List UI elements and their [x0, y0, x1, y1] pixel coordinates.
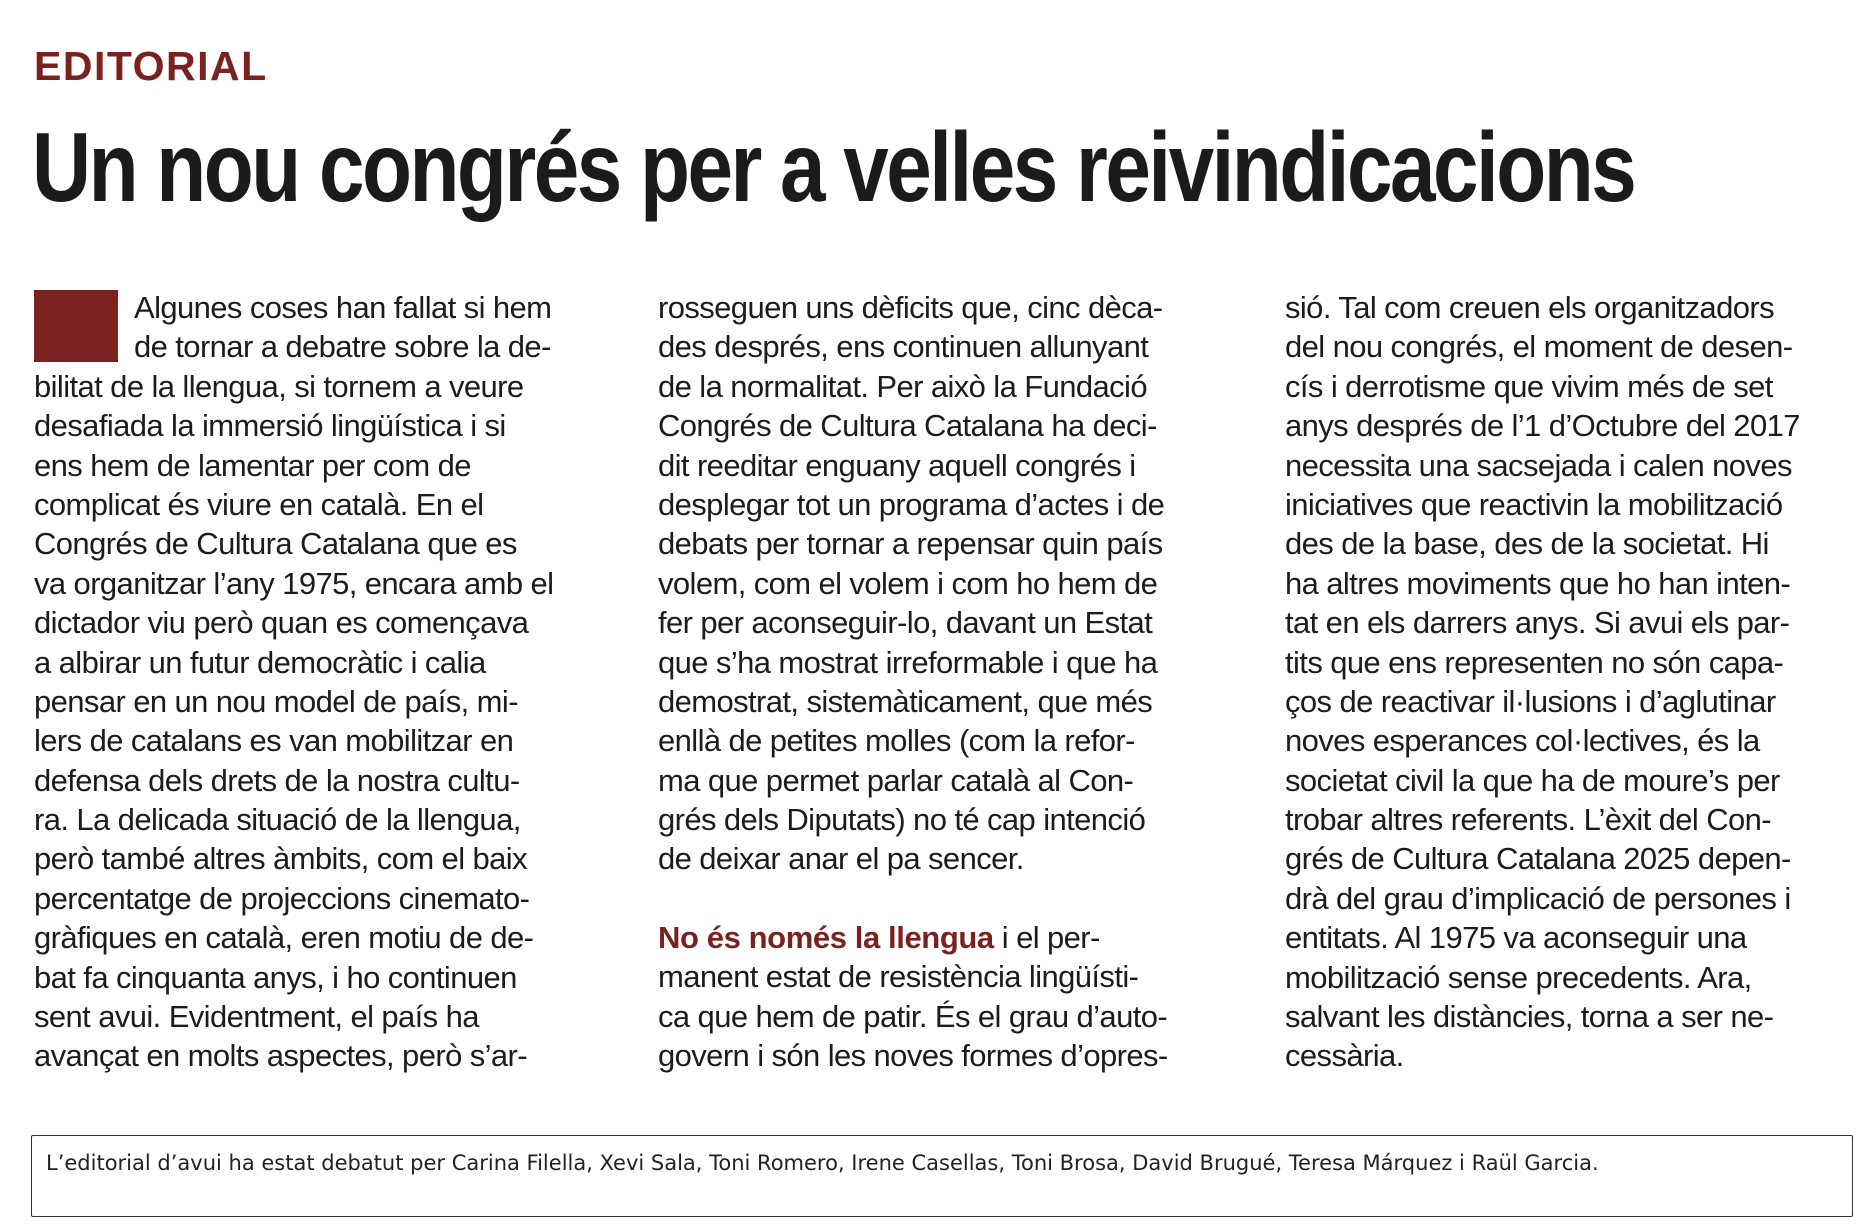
article-line: drà del grau d’implicació de persones i — [1285, 880, 1791, 916]
article-line: bilitat de la llengua, si tornem a veure — [34, 368, 524, 404]
article-line: però també altres àmbits, com el baix — [34, 841, 527, 877]
article-line: percentatge de projeccions cinemato- — [34, 880, 530, 916]
article-line: desplegar tot un programa d’actes i de — [658, 486, 1165, 522]
article-line: de tornar a debatre sobre la de- — [134, 329, 551, 365]
article-line: volem, com el volem i com ho hem de — [658, 565, 1158, 601]
article-line: rosseguen uns dèficits que, cinc dèca- — [658, 290, 1163, 325]
article-line: que s’ha mostrat irreformable i que ha — [658, 644, 1158, 680]
article-line: necessita una sacsejada i calen noves — [1285, 447, 1792, 483]
article-line: trobar altres referents. L’èxit del Con- — [1285, 802, 1772, 838]
article-column-3 — [1285, 288, 1853, 1076]
article-line: ços de reactivar il·lusions i d’aglutinar — [1285, 683, 1776, 719]
article-line: gràfiques en català, eren motiu de de- — [34, 920, 534, 956]
article-line: Congrés de Cultura Catalana que es — [34, 526, 517, 562]
contributors-note: L’editorial d’avui ha estat debatut per Carina Filella, Xevi Sala, Toni Romero, Irene Casellas, Toni Brosa, David Brugué, Teresa Márquez i Raül Garcia. — [46, 1151, 1599, 1175]
article-line: ens hem de lamentar per com de — [34, 447, 471, 483]
article-line: des després, ens continuen allunyant — [658, 329, 1149, 365]
article-line: de la normalitat. Per això la Fundació — [658, 368, 1147, 404]
article-line: cís i derrotisme que vivim més de set — [1285, 368, 1773, 404]
subheading-lead-in: No és només la llengua — [658, 919, 994, 955]
article-line: dit reeditar enguany aquell congrés i — [658, 447, 1136, 483]
article-line: entitats. Al 1975 va aconseguir una — [1285, 920, 1747, 956]
article-line: Algunes coses han fallat si hem — [134, 290, 552, 325]
article-line: ma que permet parlar català al Con- — [658, 762, 1134, 798]
subheading-continuation: i el per- — [993, 919, 1100, 955]
article-line: cessària. — [1285, 1038, 1404, 1074]
article-line: complicat és viure en català. En el — [34, 486, 484, 522]
article-line: mobilització sense precedents. Ara, — [1285, 959, 1752, 995]
article-line: salvant les distàncies, torna a ser ne- — [1285, 999, 1774, 1035]
article-line: ca que hem de patir. És el grau d’auto- — [658, 998, 1168, 1034]
article-line: tits que ens representen no són capa- — [1285, 644, 1784, 680]
article-line: ra. La delicada situació de la llengua, — [34, 802, 521, 838]
article-line: enllà de petites molles (com la refor- — [658, 723, 1135, 759]
article-line: anys després de l’1 d’Octubre del 2017 — [1285, 408, 1800, 444]
article-line: desafiada la immersió lingüística i si — [34, 408, 506, 444]
article-line: lers de catalans es van mobilitzar en — [34, 723, 514, 759]
contributors-box — [31, 1135, 1853, 1217]
article-line: sió. Tal com creuen els organitzadors — [1285, 290, 1774, 325]
article-line: defensa dels drets de la nostra cultu- — [34, 762, 520, 798]
article-line: debats per tornar a repensar quin país — [658, 526, 1163, 562]
article-line: a albirar un futur democràtic i calia — [34, 644, 486, 680]
article-line: govern i són les noves formes d’opres- — [658, 1038, 1168, 1074]
article-line: grés de Cultura Catalana 2025 depen- — [1285, 841, 1791, 877]
article-line: ha altres moviments que ho han inten- — [1285, 565, 1791, 601]
section-label: EDITORIAL — [34, 43, 268, 89]
article-line: tat en els darrers anys. Si avui els par- — [1285, 605, 1790, 641]
article-line: pensar en un nou model de país, mi- — [34, 683, 518, 719]
article-line: dictador viu però quan es començava — [34, 605, 529, 641]
article-line: societat civil la que ha de moure’s per — [1285, 762, 1780, 798]
article-line: avançat en molts aspectes, però s’ar- — [34, 1038, 527, 1074]
article-line: demostrat, sistemàticament, que més — [658, 683, 1153, 719]
article-line: va organitzar l’any 1975, encara amb el — [34, 565, 554, 601]
article-line: de deixar anar el pa sencer. — [658, 841, 1024, 877]
article-column-2 — [658, 288, 1226, 1075]
article-line: bat fa cinquanta anys, i ho continuen — [34, 959, 517, 995]
article-line: sent avui. Evidentment, el país ha — [34, 999, 479, 1035]
article-line — [658, 918, 1226, 957]
article-line: des de la base, des de la societat. Hi — [1285, 526, 1769, 562]
article-line: fer per aconseguir-lo, davant un Estat — [658, 605, 1153, 641]
article-line: manent estat de resistència lingüísti- — [658, 959, 1139, 995]
article-column-1 — [34, 288, 604, 1076]
article-line: noves esperances col·lectives, és la — [1285, 723, 1760, 759]
article-line: grés dels Diputats) no té cap intenció — [658, 802, 1146, 838]
drop-cap-block — [34, 290, 118, 362]
page-title: Un nou congrés per a velles reivindicacions — [32, 112, 1635, 222]
article-line: iniciatives que reactivin la mobilització — [1285, 486, 1783, 522]
article-line: Congrés de Cultura Catalana ha deci- — [658, 408, 1157, 444]
article-line: del nou congrés, el moment de desen- — [1285, 329, 1793, 365]
